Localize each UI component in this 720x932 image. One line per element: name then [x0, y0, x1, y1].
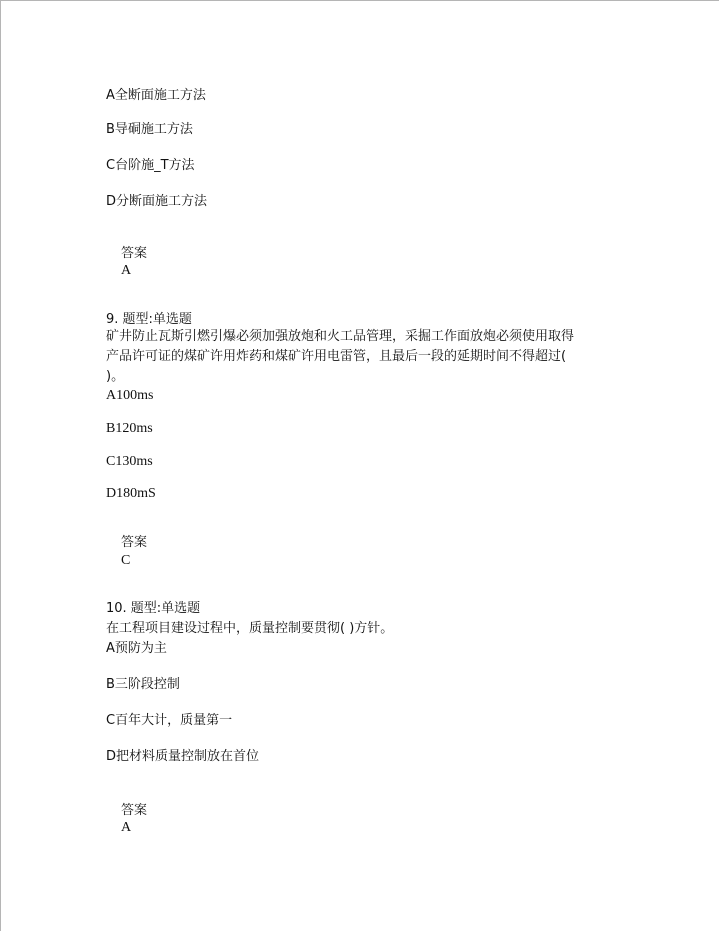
q10-stem-line-1: 在工程项目建设过程中，质量控制要贯彻( )方针。: [106, 621, 394, 636]
q9-option-c: C130ms: [106, 454, 153, 469]
q10-answer-label: 答案: [121, 803, 148, 818]
q10-header: 10. 题型:单选题: [106, 601, 201, 616]
q8-option-b: B导硐施工方法: [106, 122, 193, 137]
q9-stem-line-3: )。: [106, 369, 125, 384]
q9-option-b: B120ms: [106, 421, 153, 436]
q9-answer-label: 答案: [121, 535, 148, 550]
q10-answer-value: A: [121, 820, 132, 835]
q8-answer-label: 答案: [121, 246, 148, 261]
q10-option-d: D把材料质量控制放在首位: [106, 749, 260, 764]
q9-option-d: D180mS: [106, 486, 156, 501]
q9-stem-line-1: 矿井防止瓦斯引燃引爆必须加强放炮和火工品管理，采掘工作面放炮必须使用取得: [106, 329, 575, 344]
q8-option-a: A全断面施工方法: [106, 88, 206, 103]
q8-option-d: D分断面施工方法: [106, 194, 208, 209]
q10-option-c: C百年大计，质量第一: [106, 713, 233, 728]
q8-option-c: C台阶施_T方法: [106, 158, 195, 173]
q9-answer-value: C: [121, 553, 131, 568]
q9-option-a: A100ms: [106, 388, 154, 403]
q8-answer-value: A: [121, 263, 132, 278]
q10-option-b: B三阶段控制: [106, 677, 180, 692]
q9-header: 9. 题型:单选题: [106, 312, 192, 327]
q10-option-a: A预防为主: [106, 641, 167, 656]
q9-stem-line-2: 产品许可证的煤矿许用炸药和煤矿许用电雷管，且最后一段的延期时间不得超过(: [106, 349, 567, 364]
